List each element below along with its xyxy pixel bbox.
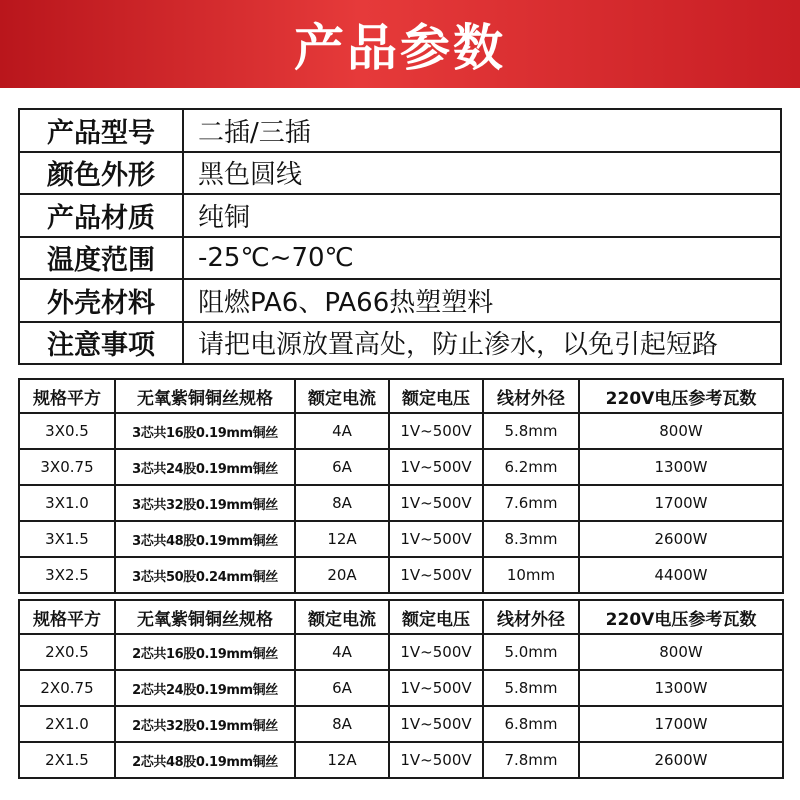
table-cell: 1V~500V [389,413,483,449]
table-cell: 3X1.5 [19,521,115,557]
column-header: 规格平方 [19,600,115,634]
spec-value: 纯铜 [183,194,781,237]
header-row [19,379,783,413]
table-row [19,449,783,485]
table-cell: 1300W [579,449,783,485]
table-cell: 4A [295,413,389,449]
table-cell: 3X2.5 [19,557,115,593]
spec-row [19,194,781,237]
table-row [19,742,783,778]
table-cell: 3芯共16股0.19mm铜丝 [115,413,295,449]
table-cell: 1V~500V [389,706,483,742]
table-cell: 6.2mm [483,449,579,485]
table-cell: 1700W [579,485,783,521]
table-cell: 8.3mm [483,521,579,557]
table-cell: 2芯共16股0.19mm铜丝 [115,634,295,670]
table-cell: 2X0.75 [19,670,115,706]
table-cell: 2X1.5 [19,742,115,778]
table-cell: 7.6mm [483,485,579,521]
column-header: 无氧紫铜铜丝规格 [115,379,295,413]
spec-value: 黑色圆线 [183,152,781,195]
table-cell: 3X0.75 [19,449,115,485]
table-cell: 1300W [579,670,783,706]
table-cell: 2X1.0 [19,706,115,742]
spec-row [19,237,781,280]
table-row [19,413,783,449]
spec-label: 温度范围 [19,237,183,280]
table-cell: 1V~500V [389,449,483,485]
spec-label: 外壳材料 [19,279,183,322]
table-cell: 6A [295,449,389,485]
title-banner [0,0,800,88]
table-cell: 5.0mm [483,634,579,670]
table-cell: 8A [295,706,389,742]
table-cell: 6A [295,670,389,706]
spec-value: 阻燃PA6、PA66热塑塑料 [183,279,781,322]
table-cell: 20A [295,557,389,593]
table-cell: 1V~500V [389,521,483,557]
table-row [19,670,783,706]
table-cell: 1V~500V [389,485,483,521]
table-cell: 5.8mm [483,413,579,449]
spec-table [18,108,782,365]
spec-row [19,322,781,365]
column-header: 额定电流 [295,600,389,634]
table-cell: 2X0.5 [19,634,115,670]
table-cell: 1V~500V [389,634,483,670]
two-core-spec-table [18,599,784,779]
header-row [19,600,783,634]
table-cell: 6.8mm [483,706,579,742]
table-cell: 4A [295,634,389,670]
table-cell: 2芯共48股0.19mm铜丝 [115,742,295,778]
column-header: 220V电压参考瓦数 [579,379,783,413]
table-row [19,485,783,521]
table-cell: 12A [295,742,389,778]
spec-label: 产品型号 [19,109,183,152]
table-cell: 10mm [483,557,579,593]
three-core-spec-table [18,378,784,594]
table-cell: 1V~500V [389,670,483,706]
table-cell: 12A [295,521,389,557]
column-header: 规格平方 [19,379,115,413]
spec-row [19,152,781,195]
page-title: 产品参数 [294,19,506,77]
spec-row [19,279,781,322]
column-header: 额定电压 [389,379,483,413]
column-header: 额定电流 [295,379,389,413]
table-row [19,706,783,742]
column-header: 线材外径 [483,379,579,413]
table-cell: 3芯共48股0.19mm铜丝 [115,521,295,557]
table-cell: 4400W [579,557,783,593]
table-cell: 3X0.5 [19,413,115,449]
table-row [19,634,783,670]
column-header: 220V电压参考瓦数 [579,600,783,634]
table-cell: 1700W [579,706,783,742]
table-cell: 3X1.0 [19,485,115,521]
table-cell: 800W [579,634,783,670]
table-row [19,521,783,557]
table-cell: 2600W [579,742,783,778]
column-header: 无氧紫铜铜丝规格 [115,600,295,634]
column-header: 线材外径 [483,600,579,634]
table-cell: 2芯共32股0.19mm铜丝 [115,706,295,742]
table-cell: 5.8mm [483,670,579,706]
table-cell: 2600W [579,521,783,557]
table-cell: 3芯共24股0.19mm铜丝 [115,449,295,485]
table-cell: 2芯共24股0.19mm铜丝 [115,670,295,706]
spec-value: 请把电源放置高处，防止渗水，以免引起短路 [183,322,781,365]
table-cell: 1V~500V [389,742,483,778]
spec-value: -25℃~70℃ [183,237,781,280]
spec-row [19,109,781,152]
table-cell: 8A [295,485,389,521]
table-row [19,557,783,593]
table-cell: 3芯共50股0.24mm铜丝 [115,557,295,593]
spec-label: 颜色外形 [19,152,183,195]
table-cell: 3芯共32股0.19mm铜丝 [115,485,295,521]
column-header: 额定电压 [389,600,483,634]
table-cell: 7.8mm [483,742,579,778]
spec-label: 注意事项 [19,322,183,365]
spec-value: 二插/三插 [183,109,781,152]
table-cell: 800W [579,413,783,449]
spec-label: 产品材质 [19,194,183,237]
table-cell: 1V~500V [389,557,483,593]
